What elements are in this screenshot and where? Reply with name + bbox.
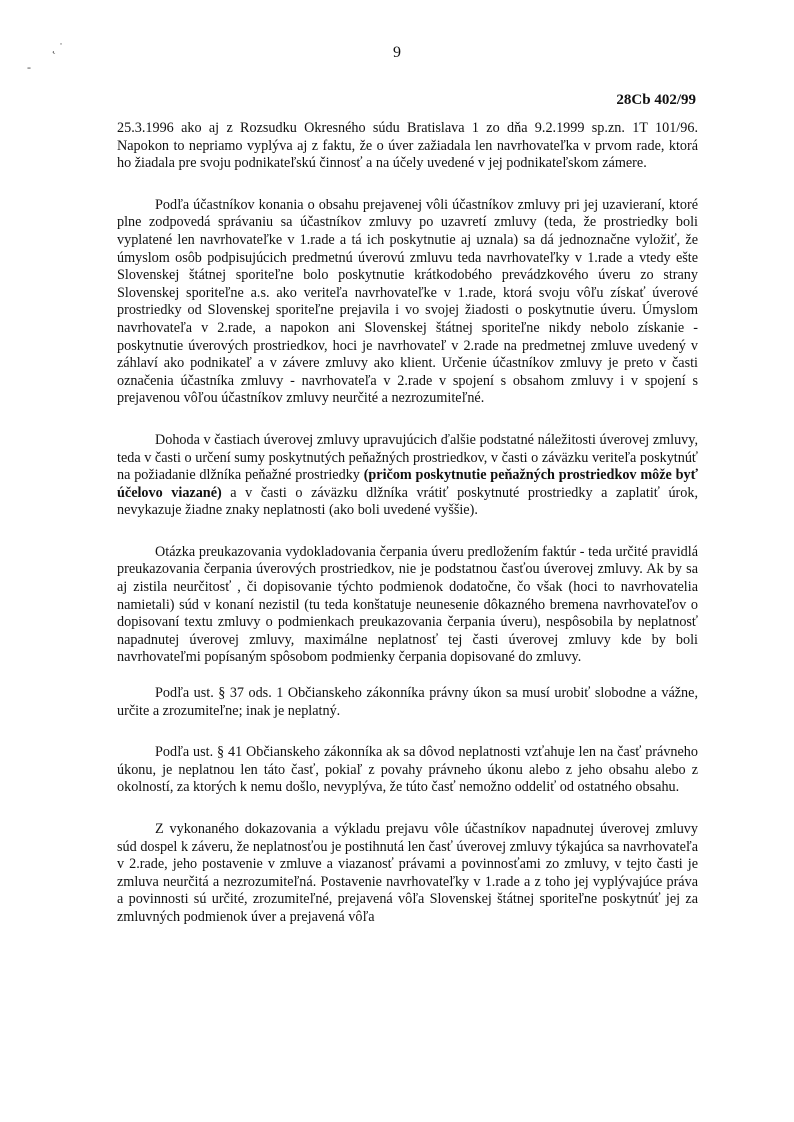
paragraph-drawing-proof: Otázka preukazovania vydokladovania čerpania úveru predložením faktúr - teda určité pravidlá preukazovania čerpania úverových prostriedkov, nie je podstatnou časťou úverovej zmluvy. Ak by sa aj zistila neurčitosť , či dopisovanie týchto podmienok dodatočne, čo však (hoci to navrhovatelia namietali) súd v konaní nezistil (tu teda konštatuje neunesenie dôkazného bremena navrhovateľov o dopisovaní textu zmluvy o podmienkach preukazovania čerpania úveru), nespôsobila by neplatnosť napadnutej úverovej zmluvy, maximálne neplatnosť tej časti úverovej zmluvy kde by boli navrhovateľmi popísaným spôsobom podmienky čerpania dopisované do zmluvy. (117, 543, 698, 666)
paragraph-section-41: Podľa ust. § 41 Občianskeho zákonníka ak sa dôvod neplatnosti vzťahuje len na časť právneho úkonu, je neplatnou len táto časť, pokiaľ z povahy právneho úkonu alebo z jeho obsahu alebo z okolností, za ktorých k nemu došlo, nevyplýva, že túto časť nemožno oddeliť od ostatného obsahu. (117, 744, 698, 796)
paragraph-text: Dohoda v častiach úverovej zmluvy upravujúcich ďalšie podstatné náležitosti úverovej zmluvy, teda v časti o určení sumy poskytnutých peňažných prostriedkov, v časti o záväzku veriteľa poskytnúť na požiadanie dlžníka peňažné prostriedky (117, 431, 698, 484)
case-number: 28Cb 402/99 (616, 92, 696, 108)
paragraph-section-37: Podľa ust. § 37 ods. 1 Občianskeho zákonníka právny úkon sa musí urobiť slobodne a vážne, určite a zrozumiteľne; inak je neplatný. (117, 685, 698, 719)
paragraph-bold-text: (pričom poskytnutie peňažných prostriedkov môže byť účelovo viazané) (117, 467, 698, 501)
paragraph-agreement-parts (117, 432, 698, 520)
document-body (117, 120, 698, 927)
paragraph-continuation: 25.3.1996 ako aj z Rozsudku Okresného súdu Bratislava 1 zo dňa 9.2.1999 sp.zn. 1T 101/96. Napokon to nepriamo vyplýva aj z faktu, že o úver zažiadala len navrhovateľka v prvom rade, ktorá ho žiadala pre svoju podnikateľskú činnosť a na účely uvedené v jej podnikateľskom zámere. (117, 120, 698, 172)
page-number: 9 (393, 44, 401, 61)
paragraph-participants-intent: Podľa účastníkov konania o obsahu prejavenej vôli účastníkov zmluvy pri jej uzavieraní, ktoré plne zodpovedá správaniu sa účastníkov zmluvy po uzavretí zmluvy (teda, že prostriedky boli vyplatené len navrhovateľke v 1.rade a tá ich poskytnutie aj uznala) sa dá jednoznačne vyložiť, že úmyslom osôb podpisujúcich predmetnú úverovú zmluvu teda navrhovateľky v 1.rade a vtedy ešte Slovenskej štátnej sporiteľne bolo poskytnutie krátkodobého prevádzkového úveru zo strany Slovenskej sporiteľne a.s. ako veriteľa navrhovateľke v 1.rade, ktorá svoju vôľu získať úverové prostriedky od Slovenskej sporiteľne prejavila i vo svojej žiadosti o poskytnutie úveru. Úmyslom navrhovateľa v 2.rade, a napokon ani Slovenskej štátnej sporiteľne nikdy nebolo získanie - poskytnutie úverových prostriedkov, hoci je navrhovateľ v 2.rade na predmetnej zmluve uvedený v záhlaví ako podnikateľ a v závere zmluvy ako klient. Určenie účastníkov zmluvy je preto v časti označenia účastníka zmluvy - navrhovateľa v 2.rade v spojení s obsahom zmluvy i v spojení s prejavenou vôľou účastníkov zmluvy neurčité a nezrozumiteľné. (117, 196, 698, 407)
scan-speck: - (27, 60, 31, 74)
scan-speck: ˛ ˙ (52, 40, 63, 54)
paragraph-conclusion: Z vykonaného dokazovania a výkladu prejavu vôle účastníkov napadnutej úverovej zmluvy súd dospel k záveru, že neplatnosťou je postihnutá len časť úverovej zmluvy týkajúca sa navrhovateľa v 2.rade, jeho postavenie v zmluve a viazanosť právami a povinnosťami zo zmluvy, v tejto časti je zmluva neurčitá a nezrozumiteľná. Postavenie navrhovateľky v 1.rade a z toho jej vyplývajúce práva a povinnosti sú určité, zrozumiteľné, prejavená vôľa Slovenskej štátnej sporiteľne poskytnúť jej za zmluvných podmienok úver a prejavená vôľa (117, 821, 698, 925)
paragraph-text: a v časti o záväzku dlžníka vrátiť poskytnuté prostriedky a zaplatiť úrok, nevykazuje žiadne znaky neplatnosti (ako boli uvedené vyššie). (117, 484, 698, 519)
